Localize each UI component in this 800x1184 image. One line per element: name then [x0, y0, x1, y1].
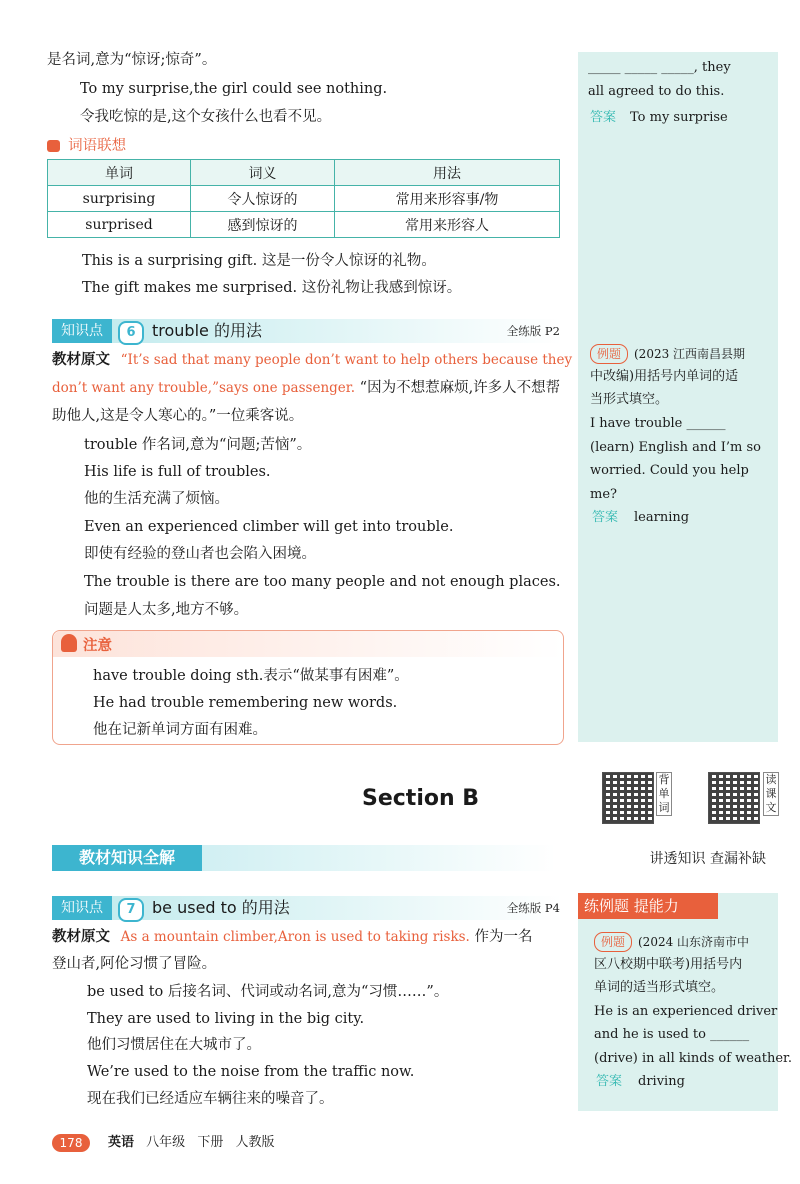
qr-code-text[interactable]	[708, 772, 760, 824]
practice-answer-label: 答案	[596, 1074, 623, 1089]
banner-title: 教材知识全解	[52, 845, 202, 871]
table-cell: surprised	[48, 212, 191, 238]
page-number: 178	[52, 1134, 90, 1152]
table-cell: 常用来形容人	[335, 212, 560, 238]
kp6-line: Even an experienced climber will get into trouble.	[84, 519, 454, 535]
note-line1: have trouble doing sth.表示“做某事有困难”。	[93, 668, 409, 684]
sidebar2-line2: 中改编)用括号内单词的适	[590, 369, 739, 384]
table-header-cell: 单词	[48, 160, 191, 186]
note-box	[52, 630, 564, 745]
sidebar1-blanks: _____ _____ _____, they	[588, 60, 731, 75]
sidebar2-line3: 当形式填空。	[590, 392, 669, 407]
kp7-source-line1: 教材原文 As a mountain climber,Aron is used to taking risks. 作为一名	[52, 928, 533, 945]
note-line3: 他在记新单词方面有困难。	[93, 722, 267, 738]
note-header	[53, 631, 563, 657]
table-header-cell: 词义	[191, 160, 335, 186]
chat-icon	[47, 140, 60, 152]
practice-line1: (2024 山东济南市中	[638, 935, 750, 949]
practice-line4: He is an experienced driver	[594, 1004, 778, 1019]
word-association-heading: 词语联想	[47, 135, 126, 156]
table-header-cell: 用法	[335, 160, 560, 186]
practice-header: 练例题 提能力	[578, 893, 718, 919]
sidebar1-answer: To my surprise	[630, 110, 728, 125]
sidebar1-line2: all agreed to do this.	[588, 84, 725, 99]
kp6-ref: 全练版 P2	[506, 324, 560, 338]
kp7-line: 现在我们已经适应车辆往来的噪音了。	[87, 1091, 334, 1107]
kp6-line: trouble 作名词,意为“问题;苦恼”。	[84, 437, 312, 453]
sidebar2-line7: me?	[590, 487, 617, 502]
sidebar2-line6: worried. Could you help	[590, 463, 749, 478]
table-row	[48, 212, 560, 238]
practice-line3: 单词的适当形式填空。	[594, 980, 725, 995]
kp6-line: His life is full of troubles.	[84, 464, 271, 480]
table-cell: 令人惊讶的	[191, 186, 335, 212]
qr-code-vocab[interactable]	[602, 772, 654, 824]
example-en: To my surprise,the girl could see nothing.	[80, 81, 388, 97]
footer-info: 英语 八年级 下册 人教版	[108, 1135, 275, 1150]
knowledge-point-6-header	[52, 319, 562, 343]
kp7-line: be used to 后接名词、代词或动名词,意为“习惯……”。	[87, 984, 449, 1000]
knowledge-banner	[52, 845, 772, 871]
kp6-line: 即使有经验的登山者也会陷入困境。	[84, 546, 316, 562]
practice-answer: driving	[638, 1074, 685, 1089]
kp6-source-line3: 助他人,这是令人寒心的。”一位乘客说。	[52, 408, 304, 424]
table-example-2: The gift makes me surprised. 这份礼物让我感到惊讶。	[82, 280, 462, 296]
section-title: Section B	[362, 786, 480, 811]
bell-icon	[61, 634, 77, 652]
qr2-label: 读课文	[763, 772, 779, 816]
kp7-title: be used to 的用法	[152, 898, 290, 917]
kp7-source-line2: 登山者,阿伦习惯了冒险。	[52, 956, 217, 972]
note-title: 注意	[83, 638, 112, 654]
practice-line5: and he is used to ______	[594, 1027, 750, 1042]
kp6-source-line1: 教材原文 “It’s sad that many people don’t want to help others because they	[52, 351, 573, 368]
table-example-1: This is a surprising gift. 这是一份令人惊讶的礼物。	[82, 253, 436, 269]
table-row	[48, 186, 560, 212]
table-cell: 感到惊讶的	[191, 212, 335, 238]
kp6-tag: 知识点	[52, 319, 112, 343]
practice-line2: 区八校期中联考)用括号内	[594, 957, 743, 972]
table-header-row	[48, 160, 560, 186]
banner-right-text: 讲透知识 查漏补缺	[649, 851, 766, 867]
kp6-line: The trouble is there are too many people and not enough places.	[84, 574, 561, 590]
sidebar2-line1: (2023 江西南昌县期	[634, 347, 746, 361]
kp7-line: We’re used to the noise from the traffic now.	[87, 1064, 415, 1080]
table-cell: 常用来形容事/物	[335, 186, 560, 212]
table-cell: surprising	[48, 186, 191, 212]
kp6-title: trouble 的用法	[152, 321, 262, 340]
kp7-line: 他们习惯居住在大城市了。	[87, 1037, 261, 1053]
kp7-line: They are used to living in the big city.	[87, 1011, 365, 1027]
surprise-definition: 是名词,意为“惊讶;惊奇”。	[47, 52, 217, 68]
note-line2: He had trouble remembering new words.	[93, 695, 398, 711]
practice-line6: (drive) in all kinds of weather.	[594, 1051, 792, 1066]
example-zh: 令我吃惊的是,这个女孩什么也看不见。	[80, 109, 332, 125]
vocab-table	[47, 159, 560, 238]
practice-tag: 例题	[594, 932, 632, 952]
example-tag: 例题	[590, 344, 628, 364]
qr1-label: 背单词	[656, 772, 672, 816]
kp6-source-line2: don’t want any trouble,”says one passenger. “因为不想惹麻烦,许多人不想帮	[52, 380, 561, 396]
kp6-line: 他的生活充满了烦恼。	[84, 491, 229, 507]
kp6-number: 6	[118, 321, 144, 345]
knowledge-point-7-header	[52, 896, 562, 920]
kp7-ref: 全练版 P4	[506, 901, 560, 915]
sidebar2-answer: learning	[634, 510, 690, 525]
kp6-line: 问题是人太多,地方不够。	[84, 602, 249, 618]
kp7-tag: 知识点	[52, 896, 112, 920]
sidebar2-line4: I have trouble ______	[590, 416, 726, 431]
sidebar2-answer-label: 答案	[592, 510, 619, 525]
sidebar1-answer-label: 答案	[590, 110, 617, 125]
sidebar2-line5: (learn) English and I’m so	[590, 440, 761, 455]
kp7-number: 7	[118, 898, 144, 922]
